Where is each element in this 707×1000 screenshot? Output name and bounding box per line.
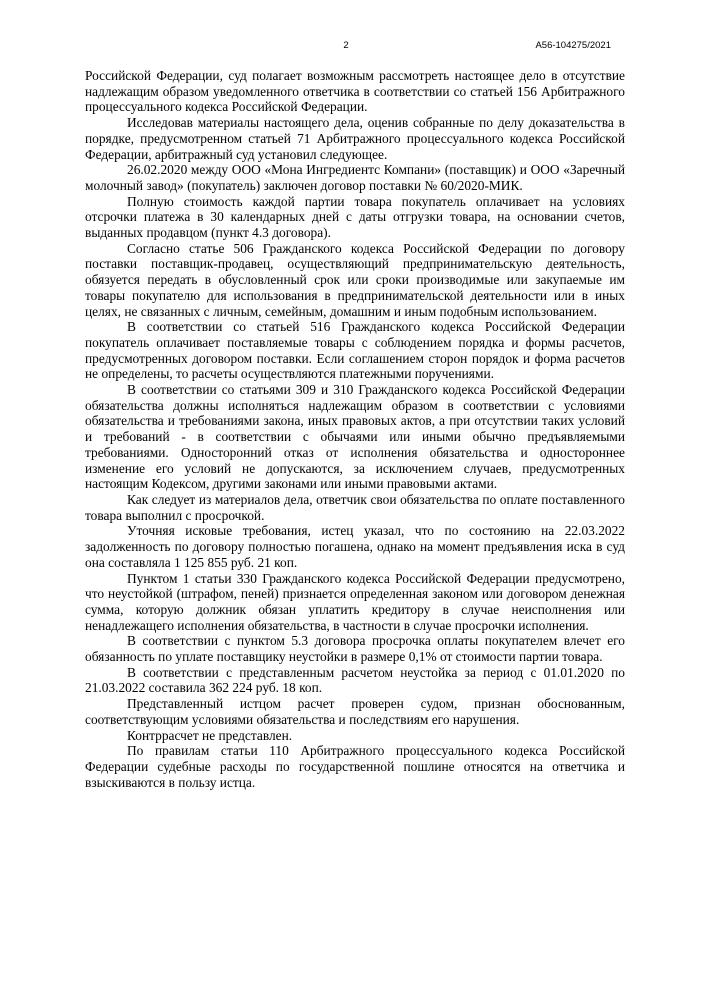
case-number: А56-104275/2021 — [535, 40, 611, 51]
paragraph-continuation: Российской Федерации, суд полагает возможным рассмотреть настоящее дело в отсутствие надлежащим образом уведомленного ответчика в соответствии со статьей 156 Арбитражного процессуального кодекса Российской Федерации. — [85, 68, 625, 115]
paragraph-clause-5-3: В соответствии с пунктом 5.3 договора просрочка оплаты покупателем влечет его обязанность по уплате поставщику неустойки в размере 0,1% от стоимости партии товара. — [85, 633, 625, 665]
paragraph-evidence-review: Исследовав материалы настоящего дела, оценив собранные по делу доказательства в порядке, предусмотренном статьей 71 Арбитражного процессуального кодекса Российской Федерации, арбитражный суд установил следующее. — [85, 115, 625, 162]
paragraph-contract-date: 26.02.2020 между ООО «Мона Ингредиентс Компани» (поставщик) и ООО «Заречный молочный завод» (покупатель) заключен договор поставки № 60/2020-МИК. — [85, 162, 625, 193]
paragraph-penalty-calculation: В соответствии с представленным расчетом неустойка за период с 01.01.2020 по 21.03.2022 составила 362 224 руб. 18 коп. — [85, 664, 625, 696]
paragraph-articles-309-310: В соответствии со статьями 309 и 310 Гражданского кодекса Российской Федерации обязательства должны исполняться надлежащим образом в соответствии с условиями обязательства и требованиями закона, иных правовых актов, а при отсутствии таких условий и требований - в соответствии с обычаями или иными обычно предъявляемыми требованиями. Односторонний отказ от исполнения обязательства и одностороннее изменение его условий не допускаются, за исключением случаев, предусмотренных настоящим Кодексом, другими законами или иными правовыми актами. — [85, 382, 625, 492]
paragraph-late-payment: Как следует из материалов дела, ответчик свои обязательства по оплате поставленного товара выполнил с просрочкой. — [85, 491, 625, 523]
paragraph-article-516: В соответствии со статьей 516 Гражданского кодекса Российской Федерации покупатель оплачивает поставляемые товары с соблюдением порядка и формы расчетов, предусмотренных договором поставки. Если соглашением сторон порядок и форма расчетов не определены, то расчеты осуществляются платежными поручениями. — [85, 319, 625, 382]
paragraph-calculation-verified: Представленный истцом расчет проверен судом, признан обоснованным, соответствующим условиями обязательства и последствиям его нарушения. — [85, 696, 625, 727]
paragraph-article-110: По правилам статьи 110 Арбитражного процессуального кодекса Российской Федерации судебные расходы по государственной пошлине относятся на ответчика и взыскиваются в пользу истца. — [85, 743, 625, 790]
paragraph-article-330: Пунктом 1 статьи 330 Гражданского кодекса Российской Федерации предусмотрено, что неустойкой (штрафом, пеней) признается определенная законом или договором денежная сумма, которую должник обязан уплатить кредитору в случае неисполнения или ненадлежащего исполнения обязательства, в частности в случае просрочки исполнения. — [85, 570, 625, 633]
paragraph-article-506: Согласно статье 506 Гражданского кодекса Российской Федерации по договору поставки поставщик-продавец, осуществляющий предпринимательскую деятельность, обязуется передать в обусловленный срок или сроки производимые или закупаемые им товары покупателю для использования в предпринимательской деятельности или в иных целях, не связанных с личным, семейным, домашним и иным подобным использованием. — [85, 240, 625, 319]
paragraph-payment-terms: Полную стоимость каждой партии товара покупатель оплачивает на условиях отсрочки платежа в 30 календарных дней с даты отгрузки товара, на основании счетов, выданных продавцом (пункт 4.3 договора). — [85, 193, 625, 241]
page-header — [85, 40, 611, 56]
document-body — [85, 68, 625, 790]
paragraph-claim-clarification: Уточняя исковые требования, истец указал, что по состоянию на 22.03.2022 задолженность по договору полностью погашена, однако на момент предъявления иска в суд она составляла 1 125 855 руб. 21 коп. — [85, 523, 625, 570]
paragraph-no-counter-calculation: Контррасчет не представлен. — [127, 727, 293, 743]
page-number: 2 — [343, 40, 349, 51]
